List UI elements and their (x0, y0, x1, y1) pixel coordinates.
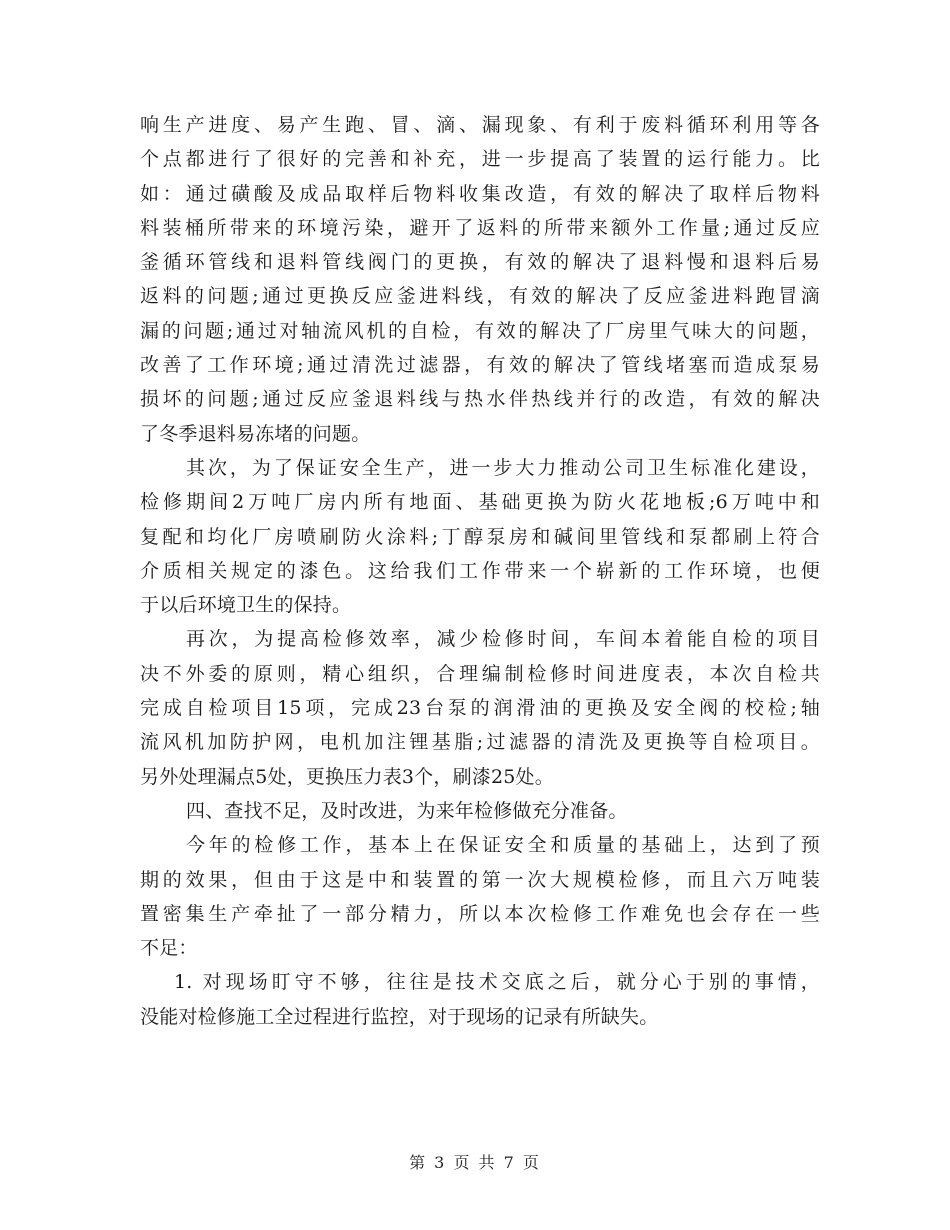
text-line: 漏的问题;通过对轴流风机的自检，有效的解决了厂房里气味大的问题， (140, 319, 820, 342)
text-line: 介质相关规定的漆色。这给我们工作带来一个崭新的工作环境，也便 (140, 559, 820, 582)
text-line: 完成自检项目15项，完成23台泵的润滑油的更换及安全阀的校检;轴 (140, 697, 820, 720)
text-line: 返料的问题;通过更换反应釜进料线，有效的解决了反应釜进料跑冒滴 (140, 285, 820, 308)
text-line: 不足： (140, 937, 198, 960)
text-line: 改善了工作环境;通过清洗过滤器，有效的解决了管线堵塞而造成泵易 (140, 354, 820, 377)
text-line: 今年的检修工作，基本上在保证安全和质量的基础上，达到了预 (186, 834, 820, 857)
text-line: 料装桶所带来的环境污染，避开了返料的所带来额外工作量;通过反应 (140, 216, 820, 239)
text-line: 其次，为了保证安全生产，进一步大力推动公司卫生标准化建设， (186, 456, 820, 479)
text-line: 四、查找不足，及时改进，为来年检修做充分准备。 (186, 799, 628, 822)
text-line: 流风机加防护网，电机加注锂基脂;过滤器的清洗及更换等自检项目。 (140, 731, 820, 754)
document-body (140, 108, 820, 1034)
text-line: 期的效果，但由于这是中和装置的第一次大规模检修，而且六万吨装 (140, 868, 820, 891)
text-line: 如：通过磺酸及成品取样后物料收集改造，有效的解决了取样后物料 (140, 182, 820, 205)
text-line: 釜循环管线和退料管线阀门的更换，有效的解决了退料慢和退料后易 (140, 251, 820, 274)
text-line: 了冬季退料易冻堵的问题。 (140, 422, 371, 445)
text-line: 另外处理漏点5处，更换压力表3个，刷漆25处。 (140, 765, 554, 788)
page-footer: 第 3 页 共 7 页 (409, 1153, 541, 1172)
text-line: 1. 对现场盯守不够，往往是技术交底之后，就分心于别的事情， (174, 971, 820, 994)
text-line: 再次，为提高检修效率，减少检修时间，车间本着能自检的项目 (186, 628, 820, 651)
text-line: 个点都进行了很好的完善和补充，进一步提高了装置的运行能力。比 (140, 148, 820, 171)
text-line: 置密集生产牵扯了一部分精力，所以本次检修工作难免也会存在一些 (140, 902, 820, 925)
text-line: 决不外委的原则，精心组织，合理编制检修时间进度表，本次自检共 (140, 662, 820, 685)
text-line: 复配和均化厂房喷刷防火涂料;丁醇泵房和碱间里管线和泵都刷上符合 (140, 525, 820, 548)
text-line: 响生产进度、易产生跑、冒、滴、漏现象、有利于废料循环利用等各 (140, 114, 820, 136)
text-line: 损坏的问题;通过反应釜退料线与热水伴热线并行的改造，有效的解决 (140, 388, 820, 411)
text-line: 检修期间2万吨厂房内所有地面、基础更换为防火花地板;6万吨中和 (140, 491, 820, 514)
text-line: 于以后环境卫生的保持。 (140, 594, 352, 617)
text-line: 没能对检修施工全过程进行监控，对于现场的记录有所缺失。 (140, 1005, 659, 1028)
